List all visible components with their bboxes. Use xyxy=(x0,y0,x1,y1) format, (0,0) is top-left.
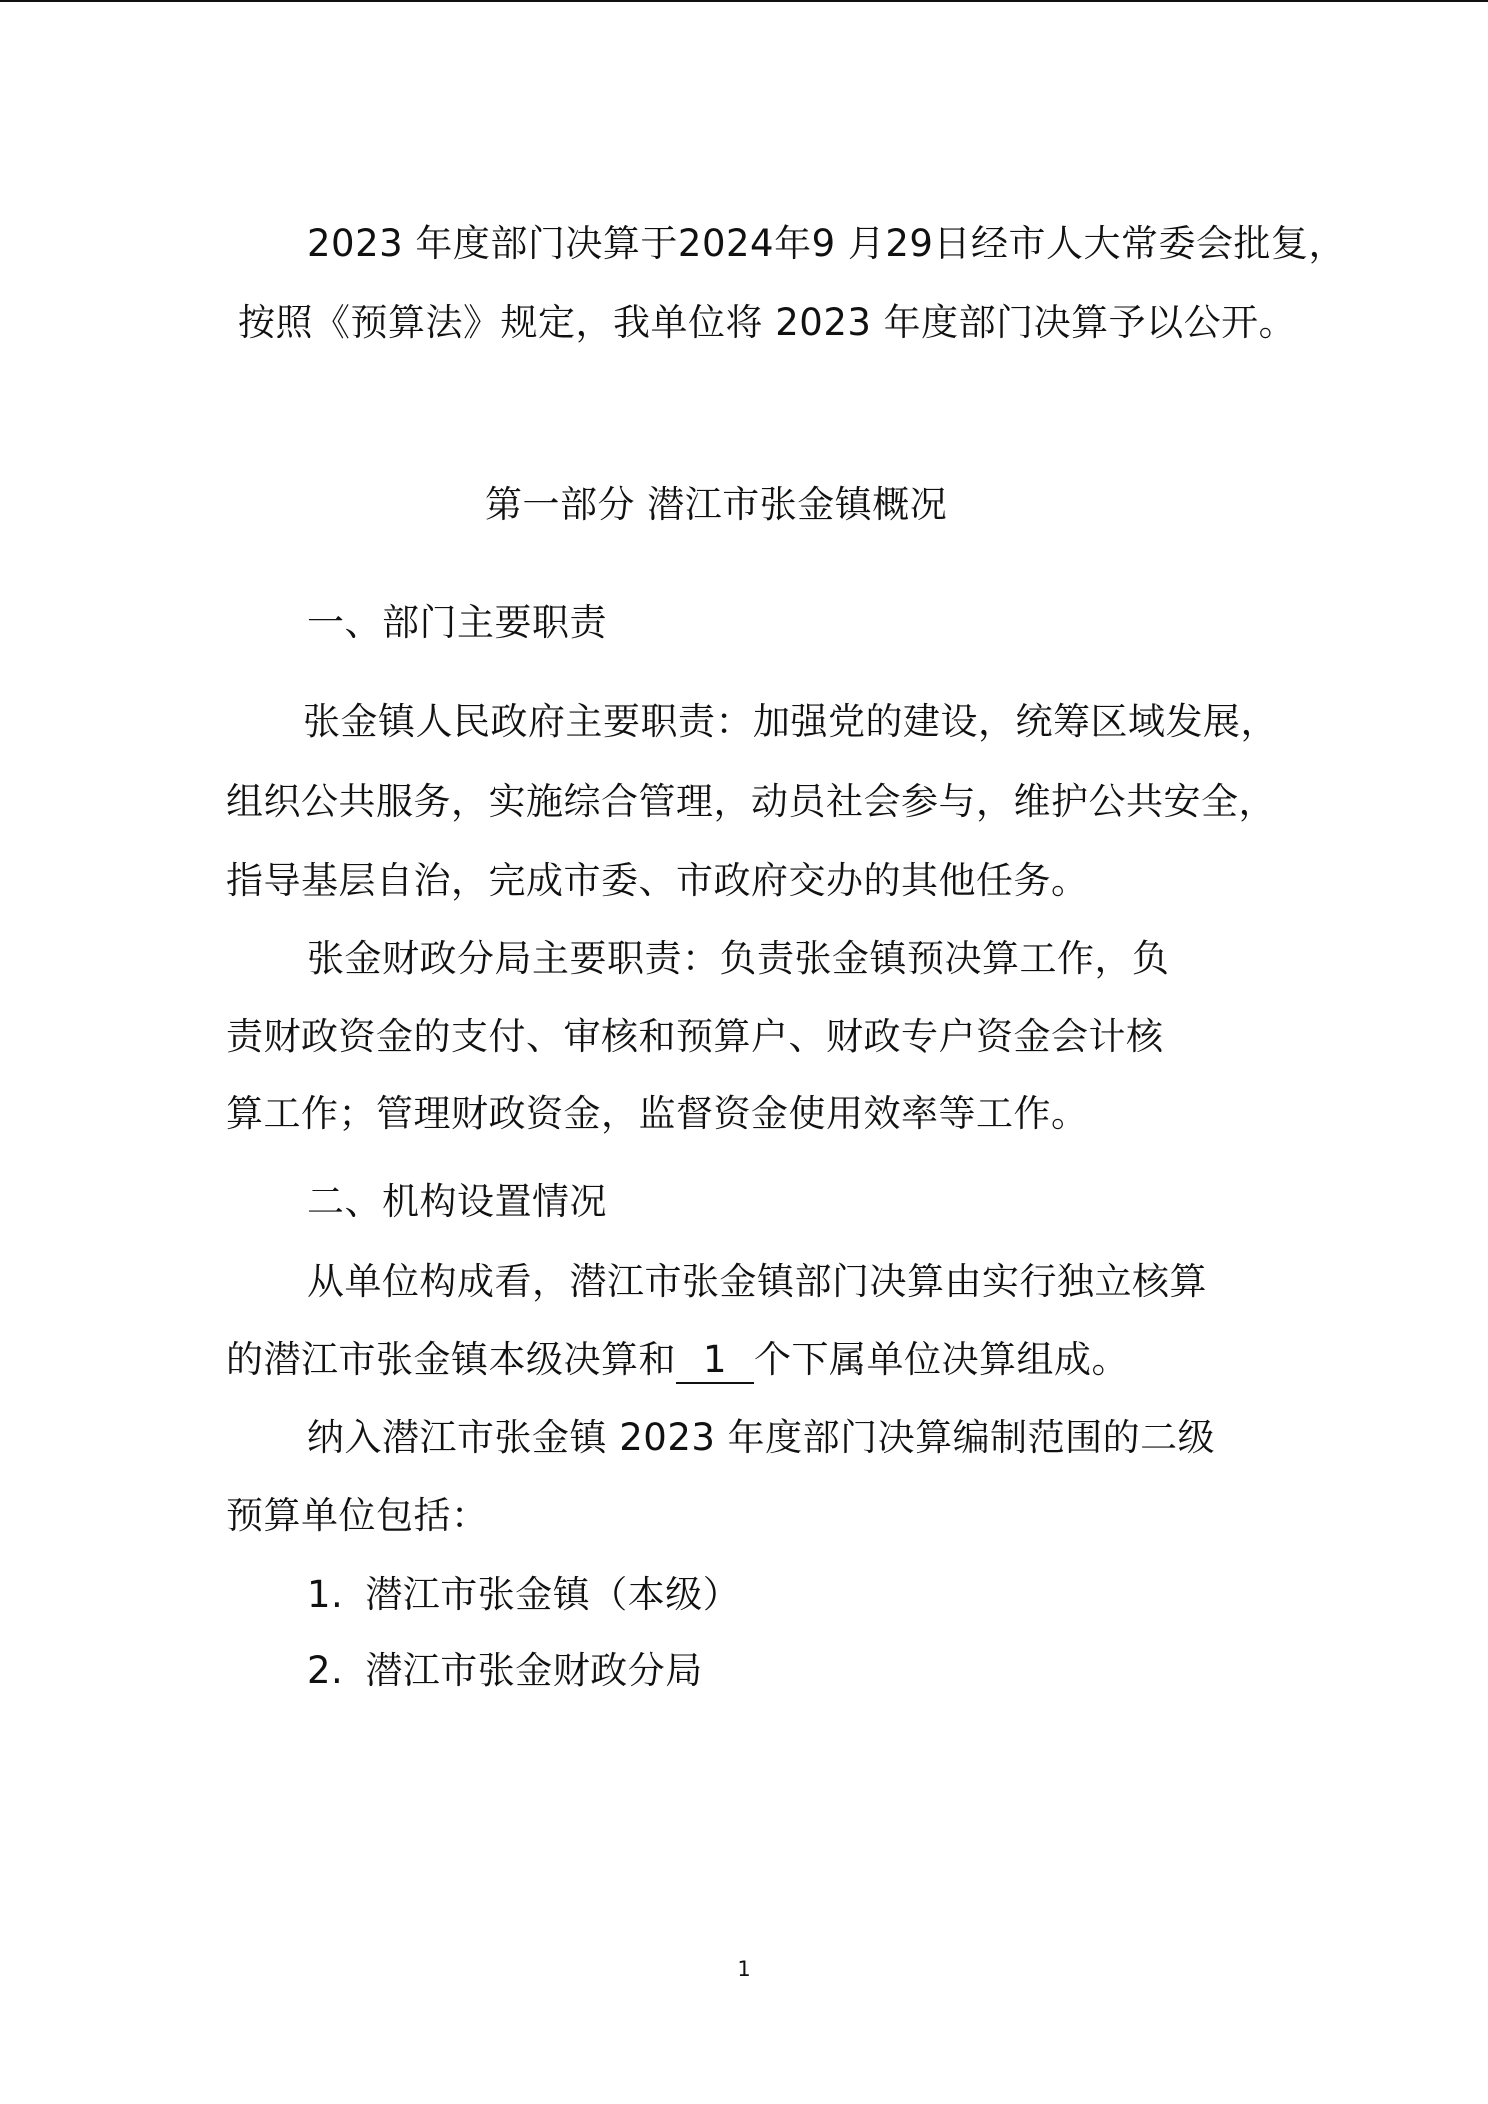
intro-line-2: 按照《预算法》规定，我单位将 2023 年度部门决算予以公开。 xyxy=(238,301,1297,344)
intro-line-1: 2023 年度部门决算于2024年9 月29日经市人大常委会批复， xyxy=(307,222,1346,265)
section1-p1-line-1: 张金镇人民政府主要职责：加强党的建设，统筹区域发展， xyxy=(303,700,1278,743)
list-item-number: 2. xyxy=(307,1649,344,1692)
list-item xyxy=(307,1570,740,1620)
section1-p2-line-2: 责财政资金的支付、审核和预算户、财政专户资金会计核 xyxy=(226,1015,1164,1058)
section2-p1-line-1: 从单位构成看，潜江市张金镇部门决算由实行独立核算 xyxy=(307,1260,1207,1303)
section1-p2-line-3: 算工作；管理财政资金，监督资金使用效率等工作。 xyxy=(226,1092,1089,1135)
section2-p2-line-1: 纳入潜江市张金镇 2023 年度部门决算编制范围的二级 xyxy=(307,1416,1216,1459)
section1-p1-line-3: 指导基层自治，完成市委、市政府交办的其他任务。 xyxy=(226,859,1089,902)
section2-p1-line-2-after: 个下属单位决算组成。 xyxy=(754,1338,1129,1381)
list-item-text: 潜江市张金镇（本级） xyxy=(365,1573,741,1616)
section1-p2-line-1: 张金财政分局主要职责：负责张金镇预决算工作，负 xyxy=(307,937,1170,980)
section2-p2-line-2: 预算单位包括： xyxy=(226,1494,489,1537)
top-border xyxy=(0,0,1488,2)
section1-heading: 一、部门主要职责 xyxy=(307,601,607,644)
section2-p1-line-2-before: 的潜江市张金镇本级决算和 xyxy=(226,1338,676,1381)
part-title: 第一部分 潜江市张金镇概况 xyxy=(485,483,948,526)
subordinate-unit-count: 1 xyxy=(676,1340,754,1384)
section2-p1-line-2 xyxy=(226,1335,1129,1385)
page-number: 1 xyxy=(737,1957,751,1981)
section1-p1-line-2: 组织公共服务，实施综合管理，动员社会参与，维护公共安全， xyxy=(226,780,1276,823)
list-item-number: 1. xyxy=(307,1573,344,1616)
list-item xyxy=(307,1646,703,1696)
section2-heading: 二、机构设置情况 xyxy=(307,1180,607,1223)
list-item-text: 潜江市张金财政分局 xyxy=(365,1649,703,1692)
